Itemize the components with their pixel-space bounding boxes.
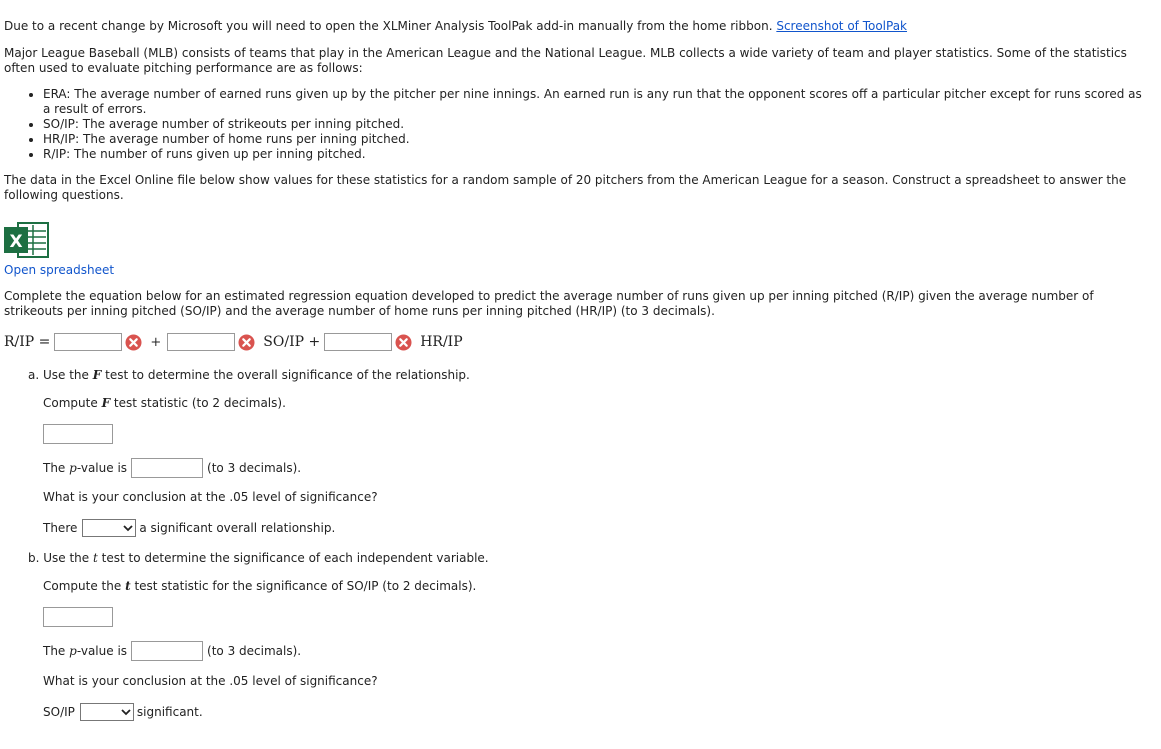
p-symbol: p <box>69 643 77 658</box>
relationship-suffix: a significant overall relationship. <box>139 520 336 535</box>
f-symbol: F <box>101 396 111 410</box>
there-label: There <box>43 520 78 535</box>
excel-icon-letter: X <box>9 232 23 252</box>
complete-paragraph: Complete the equation below for an estimated regression equation developed to predict the average number of runs given up per inning pitched (R/IP) given the average number of strikeouts per inning pitched (SO/IP) and the average number of home runs per inning pitched (HR/IP) (to 3 decimals). <box>4 289 1094 318</box>
soip-coefficient-input[interactable] <box>167 333 235 351</box>
compute-f-prompt <box>43 396 286 411</box>
compute-t-prompt <box>43 579 476 594</box>
part-b-label-suffix: test to determine the significance of each independent variable. <box>101 551 489 565</box>
t-symbol: t <box>93 551 98 565</box>
part-b-label <box>28 551 489 566</box>
compute-t-suffix: test statistic for the significance of SO/IP (to 2 decimals). <box>134 579 477 593</box>
part-b-label-prefix: b. Use the <box>28 551 90 565</box>
list-item: • ERA: The average number of earned runs given up by the pitcher per nine innings. An earned run is any run that the opponent scores off a particular pitcher except for runs scored as a result of errors. <box>43 87 1148 117</box>
intercept-input[interactable] <box>54 333 122 351</box>
significant-suffix: significant. <box>136 704 203 719</box>
t-pvalue-input[interactable] <box>131 641 203 661</box>
excel-icon[interactable] <box>4 221 50 259</box>
pvalue-mid: -value is <box>76 460 128 475</box>
data-paragraph: The data in the Excel Online file below show values for these statistics for a random sample of 20 pitchers from the American League for a season. Construct a spreadsheet to answer the following questions. <box>4 173 1127 202</box>
relationship-select[interactable] <box>82 519 136 537</box>
pvalue-prefix: The <box>43 643 66 658</box>
part-a-label <box>28 368 470 383</box>
t-pvalue-row <box>43 640 301 662</box>
equation-lhs: R/IP = <box>4 334 51 350</box>
chevron-down-icon <box>121 708 131 716</box>
list-item: • HR/IP: The average number of home runs per inning pitched. <box>43 132 1148 147</box>
intro-paragraph: Major League Baseball (MLB) consists of teams that play in the American League and the National League. MLB collects a wide variety of team and player statistics. Some of the statistics often used to evaluate pitching performance are as follows: <box>4 46 1127 75</box>
error-x-icon <box>125 334 142 351</box>
regression-equation <box>4 331 467 353</box>
p-symbol: p <box>69 460 77 475</box>
compute-f-prefix: Compute <box>43 396 98 410</box>
hrip-coefficient-input[interactable] <box>324 333 392 351</box>
part-a-label-prefix: a. Use the <box>28 368 89 382</box>
toolpak-screenshot-link[interactable]: Screenshot of ToolPak <box>776 19 908 33</box>
open-spreadsheet-link[interactable]: Open spreadsheet <box>4 263 115 277</box>
compute-f-suffix: test statistic (to 2 decimals). <box>113 396 286 410</box>
pvalue-prefix: The <box>43 460 66 475</box>
pvalue-suffix: (to 3 decimals). <box>207 643 302 658</box>
soip-significance-select[interactable] <box>80 703 134 721</box>
soip-label: SO/IP <box>43 704 75 719</box>
hrip-variable: HR/IP <box>420 334 463 350</box>
t-symbol: t <box>125 579 131 593</box>
part-b-conclusion-row <box>43 703 203 721</box>
soip-variable: SO/IP + <box>263 334 321 350</box>
pvalue-mid: -value is <box>76 643 128 658</box>
f-statistic-input[interactable] <box>43 424 113 444</box>
f-symbol: F <box>92 368 102 382</box>
toolpak-notice <box>4 19 1141 34</box>
part-a-conclusion-question: What is your conclusion at the .05 level of significance? <box>43 490 378 504</box>
part-b-conclusion-question: What is your conclusion at the .05 level of significance? <box>43 674 378 688</box>
f-pvalue-input[interactable] <box>131 458 203 478</box>
part-a-conclusion-row <box>43 519 335 537</box>
pvalue-suffix: (to 3 decimals). <box>207 460 302 475</box>
list-item: • R/IP: The number of runs given up per inning pitched. <box>43 147 1148 162</box>
part-a-label-suffix: test to determine the overall significance of the relationship. <box>105 368 470 382</box>
error-x-icon <box>238 334 255 351</box>
f-pvalue-row <box>43 457 301 479</box>
statistics-list <box>26 87 1148 162</box>
plus-sign: + <box>150 334 162 350</box>
toolpak-notice-text: Due to a recent change by Microsoft you will need to open the XLMiner Analysis ToolPak add-in manually from the home ribbon. <box>4 19 773 33</box>
chevron-down-icon <box>123 524 133 532</box>
list-item: • SO/IP: The average number of strikeouts per inning pitched. <box>43 117 1148 132</box>
error-x-icon <box>395 334 412 351</box>
compute-t-prefix: Compute the <box>43 579 122 593</box>
t-statistic-input[interactable] <box>43 607 113 627</box>
